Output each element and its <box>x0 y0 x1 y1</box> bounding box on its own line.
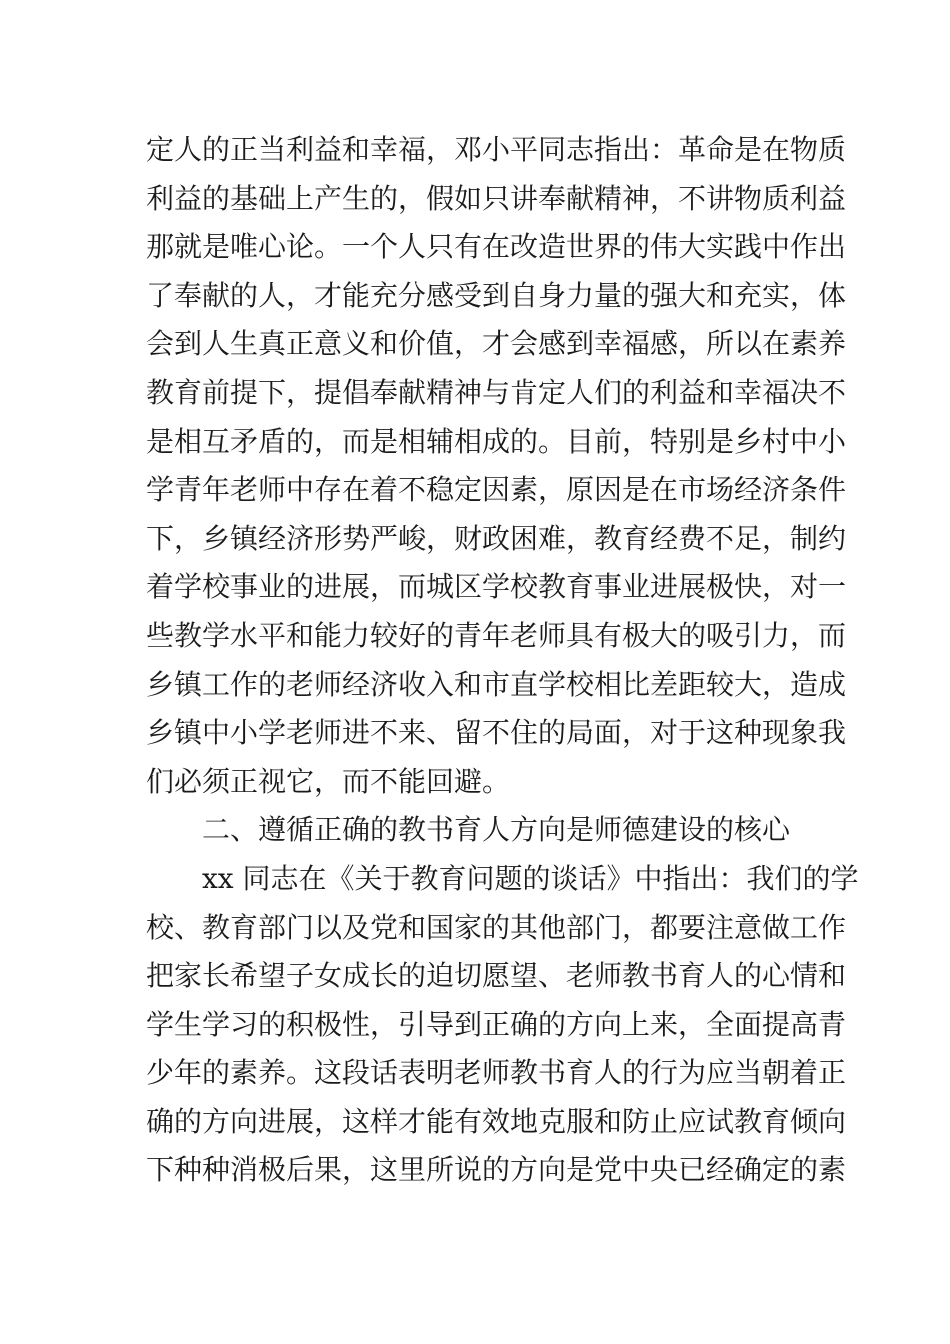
text-line: 是相互矛盾的，而是相辅相成的。目前，特别是乡村中小 <box>146 424 847 458</box>
text-line: 些教学水平和能力较好的青年老师具有极大的吸引力，而 <box>146 618 847 652</box>
text-line: 了奉献的人，才能充分感受到自身力量的强大和充实，体 <box>146 278 847 312</box>
text-line: 把家长希望子女成长的迫切愿望、老师教书育人的心情和 <box>146 959 847 993</box>
text-line-paragraph-end: 们必须正视它，而不能回避。 <box>146 764 511 798</box>
text-line: 学青年老师中存在着不稳定因素，原因是在市场经济条件 <box>146 473 847 507</box>
text-line: 利益的基础上产生的，假如只讲奉献精神，不讲物质利益 <box>146 181 847 215</box>
text-line-paragraph-start: xx 同志在《关于教育问题的谈话》中指出：我们的学 <box>202 861 859 895</box>
text-line: 会到人生真正意义和价值，才会感到幸福感，所以在素养 <box>146 327 847 361</box>
text-line: 少年的素养。这段话表明老师教书育人的行为应当朝着正 <box>146 1056 847 1090</box>
text-line: 下，乡镇经济形势严峻，财政困难，教育经费不足，制约 <box>146 521 847 555</box>
body-text <box>146 126 859 1195</box>
text-line: 定人的正当利益和幸福，邓小平同志指出：革命是在物质 <box>146 133 847 166</box>
text-line: 乡镇中小学老师进不来、留不住的局面，对于这种现象我 <box>146 716 847 750</box>
text-line: 确的方向进展，这样才能有效地克服和防止应试教育倾向 <box>146 1104 847 1138</box>
text-line: 着学校事业的进展，而城区学校教育事业进展极快，对一 <box>146 570 847 604</box>
text-line: 校、教育部门以及党和国家的其他部门，都要注意做工作 <box>146 910 847 944</box>
text-line: 乡镇工作的老师经济收入和市直学校相比差距较大，造成 <box>146 667 847 701</box>
section-heading: 二、遵循正确的教书育人方向是师德建设的核心 <box>202 813 791 847</box>
text-line: 学生学习的积极性，引导到正确的方向上来，全面提高青 <box>146 1007 847 1041</box>
text-line: 那就是唯心论。一个人只有在改造世界的伟大实践中作出 <box>146 230 847 264</box>
text-line: 下种种消极后果，这里所说的方向是党中央已经确定的素 <box>146 1153 847 1187</box>
text-line: 教育前提下，提倡奉献精神与肯定人们的利益和幸福决不 <box>146 375 847 409</box>
